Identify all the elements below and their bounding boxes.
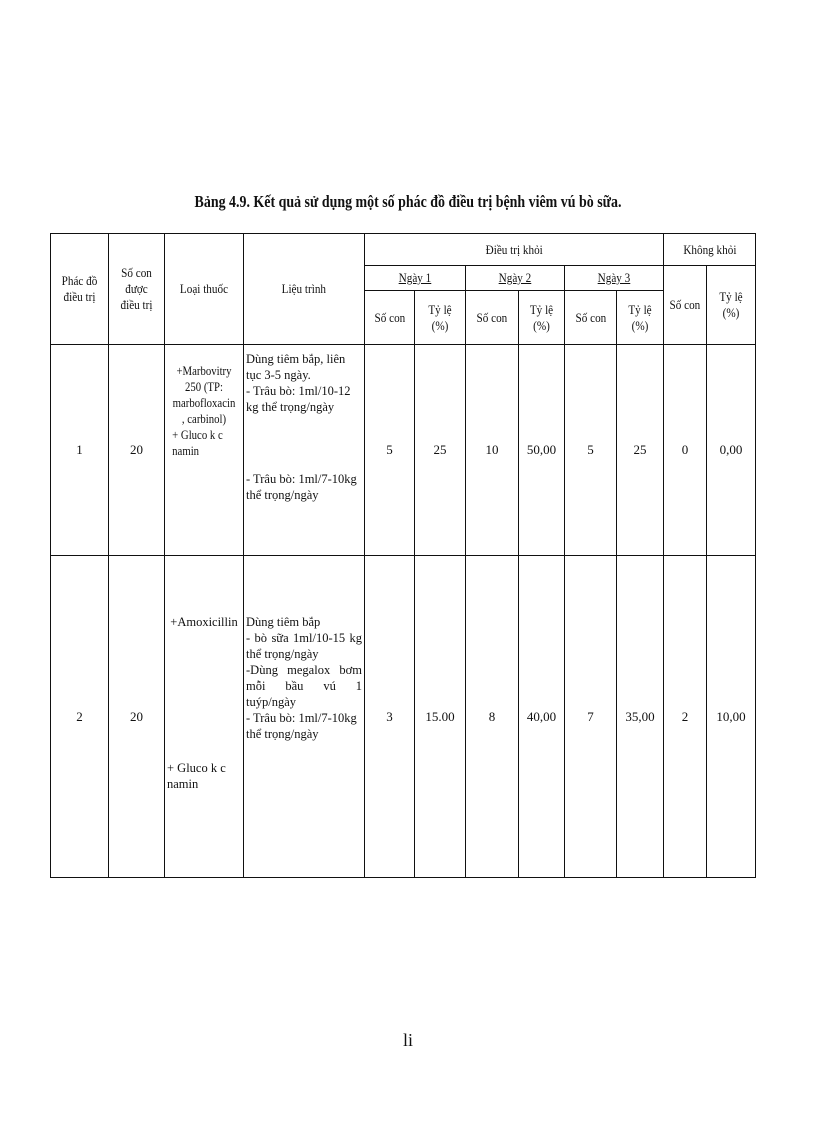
table-title: Bảng 4.9. Kết quả sử dụng một số phác đồ điều trị bệnh viêm vú bò sữa. [194,192,622,211]
page-number: li [402,1030,413,1050]
drug-text: +Marbovitry 250 (TP: marbofloxacin , carbinol) [172,364,236,426]
table-row [51,556,756,878]
header-drug: Loại thuốc [165,234,244,345]
course-cell [244,345,365,556]
d1-count-cell: 5 [365,345,415,556]
drug-text: +Amoxicillin [170,615,238,629]
d3-count-cell: 5 [565,345,617,556]
header-d3-count: Số con [565,291,617,345]
nc-count-cell: 0 [664,345,707,556]
nc-rate-cell: 10,00 [707,556,756,878]
course-text: -Dùng megalox bơm mỗi bầu vú 1 tuýp/ngày [246,663,362,709]
nc-count-cell: 2 [664,556,707,878]
d2-count-cell: 10 [466,345,519,556]
header-cured: Điều trị khỏi [365,234,664,266]
course-text: Dùng tiêm bắp [246,615,321,629]
drug-text: + Gluco k c namin [167,761,226,791]
nc-rate-cell: 0,00 [707,345,756,556]
drug-text: + Gluco k c namin [172,428,223,458]
regimen-cell: 2 [51,556,109,878]
d3-rate-cell: 25 [617,345,664,556]
header-d1-rate: Tỷ lệ (%) [415,291,466,345]
course-text: - Trâu bò: 1ml/7-10kg thể trọng/ngày [246,472,357,502]
d1-rate-cell: 15.00 [415,556,466,878]
d2-rate-cell: 50,00 [519,345,565,556]
course-text: - bò sữa 1ml/10-15 kg thể trọng/ngày [246,631,362,661]
drug-cell [165,345,244,556]
header-d2-rate: Tỷ lệ (%) [519,291,565,345]
d2-rate-cell: 40,00 [519,556,565,878]
d3-count-cell: 7 [565,556,617,878]
header-d3-rate: Tỷ lệ (%) [617,291,664,345]
header-day3: Ngày 3 [565,266,664,291]
d1-rate-cell: 25 [415,345,466,556]
d2-count-cell: 8 [466,556,519,878]
drug-cell [165,556,244,878]
table-row [51,345,756,556]
header-nc-rate: Tỷ lệ (%) [707,266,756,345]
header-d1-count: Số con [365,291,415,345]
header-count-treated: Số con được điều trị [109,234,165,345]
results-table [50,233,756,878]
header-regimen: Phác đồ điều trị [51,234,109,345]
header-nc-count: Số con [664,266,707,345]
course-text: - Trâu bò: 1ml/10-12 kg thể trọng/ngày [246,384,351,414]
header-course: Liệu trình [244,234,365,345]
course-cell [244,556,365,878]
regimen-cell: 1 [51,345,109,556]
count-treated-cell: 20 [109,345,165,556]
d1-count-cell: 3 [365,556,415,878]
header-not-cured: Không khỏi [664,234,756,266]
header-day2: Ngày 2 [466,266,565,291]
count-treated-cell: 20 [109,556,165,878]
d3-rate-cell: 35,00 [617,556,664,878]
header-d2-count: Số con [466,291,519,345]
header-day1: Ngày 1 [365,266,466,291]
course-text: Dùng tiêm bắp, liên tục 3-5 ngày. [246,352,346,382]
course-text: - Trâu bò: 1ml/7-10kg thể trọng/ngày [246,711,357,741]
